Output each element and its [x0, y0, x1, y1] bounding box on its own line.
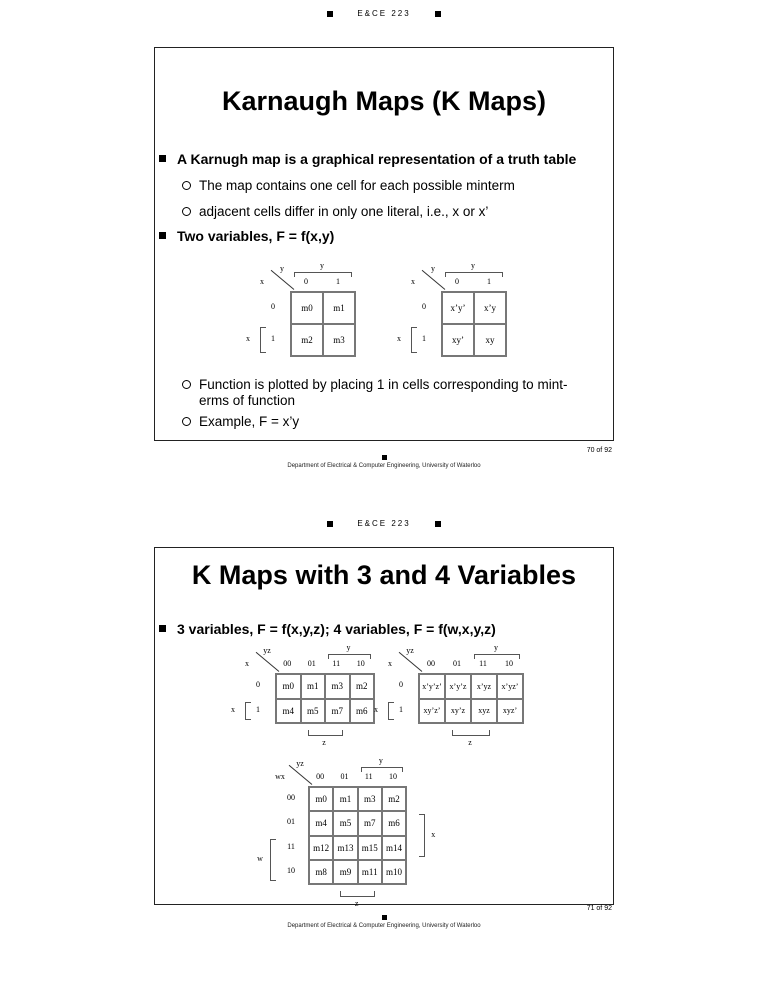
kmap-cell: m4: [309, 811, 333, 835]
kmap-cell: m2: [350, 674, 375, 699]
row-bracket-label: x: [397, 334, 401, 343]
page-number: 71 of 92: [586, 905, 612, 912]
column-label: 11: [332, 659, 341, 668]
kmap-cell: xy’: [442, 324, 474, 356]
kmap-cell: m9: [333, 860, 357, 884]
kmap-cell: m0: [291, 292, 323, 324]
sub-bullet-line: erms of function: [199, 393, 296, 408]
kmap-cell: x’y’z’: [419, 674, 445, 699]
row-label: 0: [399, 680, 403, 690]
row-variable-label: x: [388, 659, 392, 668]
column-bracket: [361, 767, 404, 772]
slide-title: Karnaugh Maps (K Maps): [221, 86, 547, 116]
bottom-bracket: [452, 730, 490, 736]
sub-bullet: The map contains one cell for each possible minterm: [199, 178, 515, 193]
page-number: 70 of 92: [586, 447, 612, 454]
column-label: 0: [455, 277, 459, 286]
column-bracket-label: y: [378, 756, 383, 765]
bottom-bracket-label: z: [322, 738, 326, 747]
footer-text: Department of Electrical & Computer Engineering, University of Waterloo: [287, 923, 481, 929]
kmap-cell: m3: [358, 787, 382, 811]
column-label: 01: [453, 659, 461, 668]
column-label: 0: [304, 277, 308, 286]
kmap-cell: x’yz: [471, 674, 497, 699]
column-label: 1: [336, 277, 340, 286]
slide-footer: [0, 915, 768, 929]
row-bracket: [245, 702, 251, 721]
kmap-cell: xyz’: [497, 699, 523, 724]
row-variable-label: x: [411, 277, 415, 286]
kmap-cell: m6: [350, 699, 375, 724]
column-label: 00: [427, 659, 435, 668]
bottom-bracket-label: z: [354, 899, 359, 909]
row-variable-label: x: [260, 277, 264, 286]
kmap-cell: m12: [309, 836, 333, 860]
kmap-cell: m4: [276, 699, 301, 724]
row-bracket: [388, 702, 394, 721]
column-variable-label: yz: [296, 759, 304, 768]
column-label: 10: [356, 659, 365, 668]
column-bracket: [328, 654, 371, 659]
bottom-bracket-label: z: [468, 738, 472, 747]
row-bracket-label: x: [246, 334, 250, 343]
slide-header: [0, 519, 768, 528]
kmap-cell: m15: [358, 836, 382, 860]
kmap-cell: m3: [325, 674, 350, 699]
kmap-cell: m1: [301, 674, 326, 699]
column-bracket: [474, 654, 520, 659]
bullet: 3 variables, F = f(x,y,z); 4 variables, F = f(w,x,y,z): [177, 621, 496, 637]
kmap-cell: m13: [333, 836, 357, 860]
column-variable-label: yz: [406, 646, 414, 655]
slide-1: [154, 47, 614, 441]
course-code: E&CE 223: [357, 9, 411, 18]
row-variable-label: x: [245, 659, 249, 668]
column-variable-label: y: [431, 264, 435, 273]
kmap-cell: m7: [358, 811, 382, 835]
kmap-cell: m0: [276, 674, 301, 699]
column-bracket: [294, 272, 352, 277]
sub-bullet: adjacent cells differ in only one literal, i.e., x or x’: [199, 204, 489, 219]
kmap-cell: m11: [358, 860, 382, 884]
column-variable-label: y: [280, 264, 284, 273]
row-label: 0: [422, 302, 426, 311]
course-code: E&CE 223: [357, 519, 411, 528]
kmap-cell: xy’z’: [419, 699, 445, 724]
row-bracket: [411, 327, 417, 353]
sub-bullet: [199, 377, 567, 409]
row-label: 00: [287, 793, 295, 803]
kmap-cell: x’yz’: [497, 674, 523, 699]
row-bracket: [260, 327, 266, 353]
row-label: 0: [271, 302, 275, 311]
bullet: Two variables, F = f(x,y): [177, 228, 335, 244]
kmap-grid: [308, 786, 407, 885]
column-label: 11: [479, 659, 487, 668]
sub-bullet-line: Function is plotted by placing 1 in cells corresponding to mint-: [199, 377, 568, 392]
row-label: 01: [287, 817, 295, 827]
kmap-cell: m10: [382, 860, 406, 884]
column-bracket-label: y: [471, 261, 475, 270]
kmap-cell: m2: [291, 324, 323, 356]
row-label: 1: [399, 704, 403, 714]
left-bracket: [270, 839, 276, 882]
kmap-cell: m5: [301, 699, 326, 724]
kmap-cell: m1: [323, 292, 355, 324]
kmap-grid: [290, 291, 356, 357]
kmap-cell: x’y: [474, 292, 506, 324]
kmap-cell: m1: [333, 787, 357, 811]
right-bracket-label: x: [431, 829, 436, 839]
kmap-grid: [275, 673, 375, 724]
kmap-cell: m0: [309, 787, 333, 811]
kmap-cell: m2: [382, 787, 406, 811]
row-label: 1: [256, 704, 260, 714]
slide-footer: [0, 455, 768, 469]
column-bracket-label: y: [494, 643, 498, 652]
kmap-cell: m14: [382, 836, 406, 860]
row-label: 1: [422, 334, 426, 343]
kmap-cell: m8: [309, 860, 333, 884]
row-bracket-label: x: [231, 704, 235, 714]
kmap-cell: m5: [333, 811, 357, 835]
row-label: 0: [256, 680, 260, 690]
right-bracket: [419, 814, 425, 857]
row-variable-label: wx: [275, 772, 285, 781]
kmap-cell: x’y’z: [445, 674, 471, 699]
kmap-grid: [418, 673, 524, 724]
kmap-cell: xy’z: [445, 699, 471, 724]
kmap-cell: xyz: [471, 699, 497, 724]
column-label: 01: [307, 659, 316, 668]
column-label: 10: [505, 659, 513, 668]
sub-bullet: Example, F = x’y: [199, 414, 300, 429]
kmap-cell: xy: [474, 324, 506, 356]
column-label: 00: [316, 772, 325, 781]
column-bracket: [445, 272, 503, 277]
bottom-bracket: [308, 730, 343, 736]
column-label: 11: [364, 772, 373, 781]
column-label: 1: [487, 277, 491, 286]
column-label: 00: [283, 659, 292, 668]
kmap-grid: [441, 291, 507, 357]
column-bracket-label: y: [320, 261, 324, 270]
footer-text: Department of Electrical & Computer Engineering, University of Waterloo: [287, 463, 481, 469]
slide-header: [0, 9, 768, 18]
kmap-cell: m6: [382, 811, 406, 835]
slide-title: K Maps with 3 and 4 Variables: [191, 560, 577, 590]
row-label: 10: [287, 866, 295, 876]
column-label: 10: [389, 772, 398, 781]
row-label: 11: [287, 841, 295, 851]
kmap-cell: m7: [325, 699, 350, 724]
kmap-cell: x’y’: [442, 292, 474, 324]
kmap-cell: m3: [323, 324, 355, 356]
bullet: A Karnugh map is a graphical representation of a truth table: [177, 151, 577, 167]
column-bracket-label: y: [346, 643, 351, 652]
left-bracket-label: w: [257, 853, 263, 863]
bottom-bracket: [340, 891, 375, 897]
column-label: 01: [340, 772, 349, 781]
column-variable-label: yz: [263, 646, 271, 655]
row-bracket-label: x: [374, 704, 378, 714]
row-label: 1: [271, 334, 275, 343]
